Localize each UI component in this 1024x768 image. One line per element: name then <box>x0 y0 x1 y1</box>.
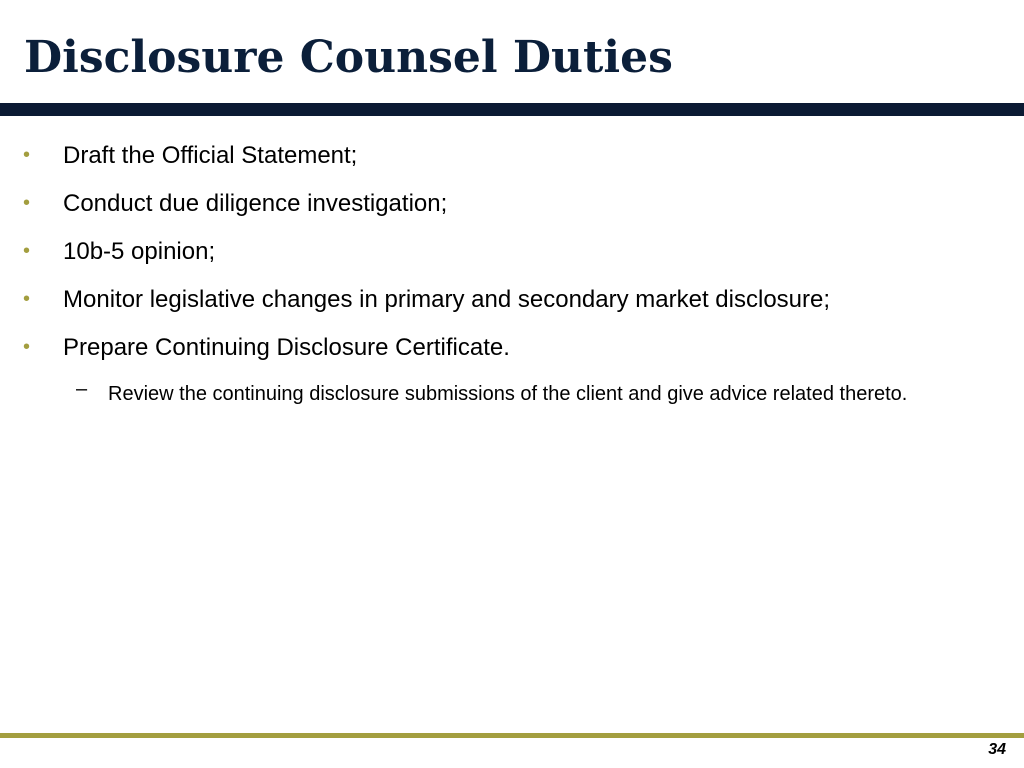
bullet-text: Monitor legislative changes in primary and secondary market disclosure; <box>63 286 831 313</box>
bullet-dot-icon: • <box>23 288 31 310</box>
page-number: 34 <box>988 741 1006 758</box>
bullet-item <box>0 186 1024 234</box>
bullet-text: Draft the Official Statement; <box>63 142 358 169</box>
dash-icon: – <box>76 378 88 400</box>
bullet-dot-icon: • <box>23 192 31 214</box>
bullet-text: Prepare Continuing Disclosure Certificate. <box>63 334 510 361</box>
bullet-dot-icon: • <box>23 144 31 166</box>
title-divider <box>0 103 1024 116</box>
bullet-item <box>0 138 1024 186</box>
sub-bullet-item <box>0 380 1024 408</box>
sub-bullet-text: Review the continuing disclosure submissions of the client and give advice related thereto. <box>108 383 908 405</box>
bullet-list <box>0 138 1024 408</box>
bullet-dot-icon: • <box>23 336 31 358</box>
bullet-item <box>0 282 1024 330</box>
bullet-dot-icon: • <box>23 240 31 262</box>
bullet-item <box>0 330 1024 378</box>
bullet-item <box>0 234 1024 282</box>
bullet-text: 10b-5 opinion; <box>63 238 216 265</box>
slide-title: Disclosure Counsel Duties <box>24 32 673 83</box>
footer-divider <box>0 733 1024 738</box>
bullet-text: Conduct due diligence investigation; <box>63 190 448 217</box>
